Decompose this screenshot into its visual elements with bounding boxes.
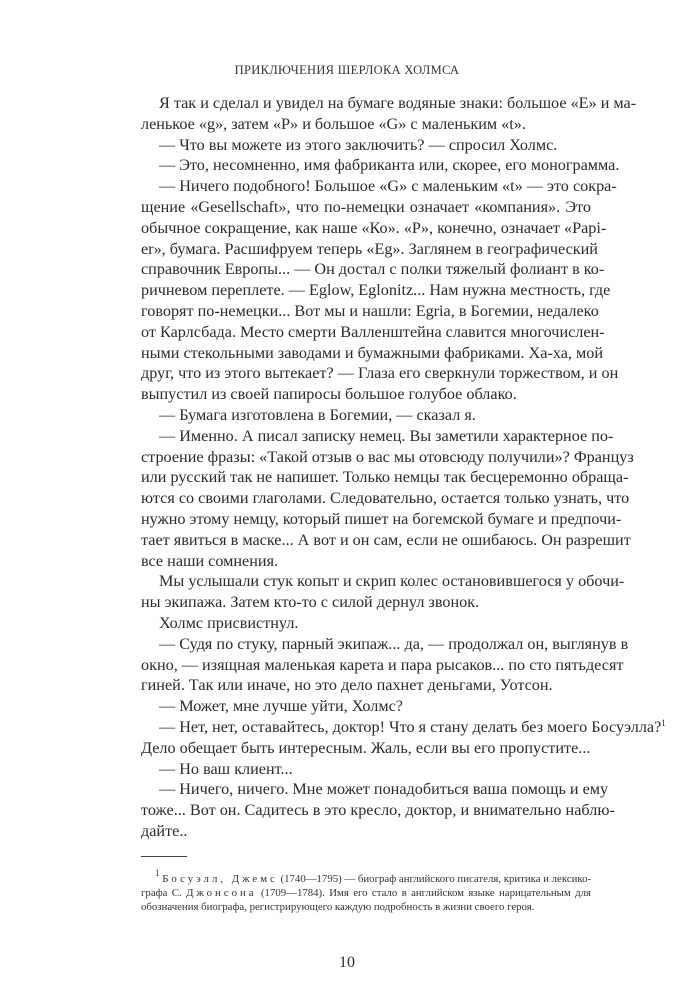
text-line-content: строение фразы: «Такой отзыв о вас мы отовсюду получили»? Француз [141, 447, 634, 466]
text-line-content: выпустил из своей папиросы большое голубое облако. [141, 385, 517, 404]
text-line-content: дайте.. [141, 821, 188, 840]
text-line-content: ричневом переплете. — Eglow, Eglonitz... Нам нужна местность, где [141, 281, 611, 300]
footnote-text: (1740—1795) — биограф английского писателя, критика и лексико- [277, 873, 592, 885]
footnote [141, 868, 592, 914]
text-line [141, 259, 605, 280]
text-line [141, 779, 609, 800]
footnote-name: Босуэлл, Джемс [162, 873, 278, 885]
text-line [141, 488, 630, 509]
text-line-content: справочник Европы... — Он достал с полки тяжелый фолиант в ко- [141, 260, 605, 279]
text-line [141, 717, 666, 738]
footnote-rule [141, 856, 187, 857]
text-line-content: окно, — изящная маленькая карета и пара рысаков... по сто пятьдесят [141, 655, 624, 674]
text-line [141, 405, 591, 426]
text-line [141, 280, 611, 301]
text-line-content: ны экипажа. Затем кто-то с силой дернул звонок. [141, 593, 480, 612]
footnote-text: графа С. [141, 887, 187, 899]
text-line-content: Мы услышали стук копыт и скрип колес остановившегося у обочи- [159, 572, 625, 591]
text-line-content: ленькое «g», затем «P» и большое «G» с маленьким «t». [141, 114, 526, 133]
text-line [141, 634, 629, 655]
text-line [141, 800, 615, 821]
footnote-line [141, 868, 592, 886]
text-line-content: — Ничего, ничего. Мне может понадобиться ваша помощь и ему [159, 780, 609, 799]
text-line-content: Я так и сделал и увидел на бумаге водяные знаки: большое «Е» и ма- [159, 94, 637, 112]
text-line [141, 613, 591, 634]
footnote-line [141, 886, 591, 900]
text-line-content: — Бумага изготовлена в Богемии, — сказал я. [159, 405, 476, 424]
footnote-text: (1709—1784). Имя его стало в английском языке нарицательным для [256, 887, 591, 899]
text-line [141, 530, 631, 551]
text-line [141, 738, 591, 759]
text-line [141, 571, 625, 592]
text-line [141, 176, 617, 197]
text-line [141, 114, 591, 135]
text-line-content: er», бумага. Расшифруем теперь «Eg». Заглянем в географический [141, 239, 598, 258]
text-line [141, 426, 614, 447]
text-line [141, 197, 591, 218]
text-line [141, 551, 591, 572]
text-line-content: нужно этому немцу, который пишет на богемской бумаге и предпочи- [141, 509, 622, 528]
text-line-content: Дело обещает быть интересным. Жаль, если вы его пропустите... [141, 738, 591, 757]
text-line-content: ными стекольными заводами и бумажными фабриками. Ха-ха, мой [141, 343, 604, 362]
text-line [141, 675, 591, 696]
footnote-name: Джонсона [186, 887, 257, 899]
text-line [141, 447, 634, 468]
text-line-content: — Может, мне лучше уйти, Холмс? [159, 697, 403, 716]
text-line-content: Холмс присвистнул. [159, 613, 299, 632]
text-line-content: тоже... Вот он. Садитесь в это кресло, доктор, и внимательно наблю- [141, 801, 615, 820]
footnote-text: обозначения биографа, регистрирующего каждую подробность в жизни своего героя. [141, 901, 535, 913]
text-line [141, 135, 591, 156]
text-line [141, 384, 591, 405]
text-line-content: — Но ваш клиент... [159, 759, 293, 778]
text-line [141, 239, 598, 260]
text-line [141, 301, 599, 322]
text-line-content: — Это, несомненно, имя фабриканта или, скорее, его монограмма. [159, 156, 620, 175]
running-head: ПРИКЛЮЧЕНИЯ ШЕРЛОКА ХОЛМСА [234, 63, 460, 77]
text-line-content: друг, что из этого вытекает? — Глаза его сверкнули торжеством, и он [141, 364, 619, 383]
text-line-content: — Что вы можете из этого заключить? — спросил Холмс. [159, 135, 558, 154]
text-line [141, 696, 591, 717]
text-line-content: обычное сокращение, как наше «Ко». «P», конечно, означает «Papi- [141, 218, 607, 237]
text-line [141, 655, 624, 676]
text-line [141, 322, 605, 343]
text-line [141, 509, 622, 530]
text-line-content: щение «Gesellschaft», что по-немецки означает «компания». Это [141, 197, 591, 216]
text-line-content: от Карлсбада. Место смерти Валленштейна славится многочислен- [141, 322, 605, 341]
text-line-content: — Ничего подобного! Большое «G» с маленьким «t» — это сокра- [159, 177, 617, 196]
text-line [141, 821, 591, 842]
text-line [141, 759, 591, 780]
text-line [141, 155, 620, 176]
footnote-reference: 1 [661, 717, 666, 728]
text-line-content: гиней. Так или иначе, но это дело пахнет деньгами, Уотсон. [141, 676, 553, 695]
text-line-content: говорят по-немецки... Вот мы и нашли: Egria, в Богемии, недалеко [141, 301, 599, 320]
text-line-content: — Судя по стуку, парный экипаж... да, — продолжал он, выглянув в [159, 634, 629, 653]
page-number: 10 [339, 954, 355, 971]
text-line [141, 363, 619, 384]
text-line [141, 467, 629, 488]
text-line-content: ются со своими глаголами. Следовательно, остается только узнать, что [141, 489, 630, 508]
text-line [141, 343, 604, 364]
body-text [141, 93, 666, 842]
text-line-content: — Именно. А писал записку немец. Вы заметили характерное по- [159, 426, 614, 445]
text-line-content: все наши сомнения. [141, 551, 279, 570]
footnote-line [141, 900, 591, 914]
text-line [141, 93, 637, 114]
text-line [141, 592, 591, 613]
text-line-content: — Нет, нет, оставайтесь, доктор! Что я стану делать без моего Босуэлла? [159, 717, 662, 736]
text-line-content: тает явиться в маске... А вот и он сам, если не ошибаюсь. Он разрешит [141, 530, 631, 549]
text-line-content: или русский так не напишет. Только немцы так бесцеремонно обраща- [141, 468, 629, 487]
text-line [141, 218, 607, 239]
footnote-marker: 1 [155, 868, 160, 878]
